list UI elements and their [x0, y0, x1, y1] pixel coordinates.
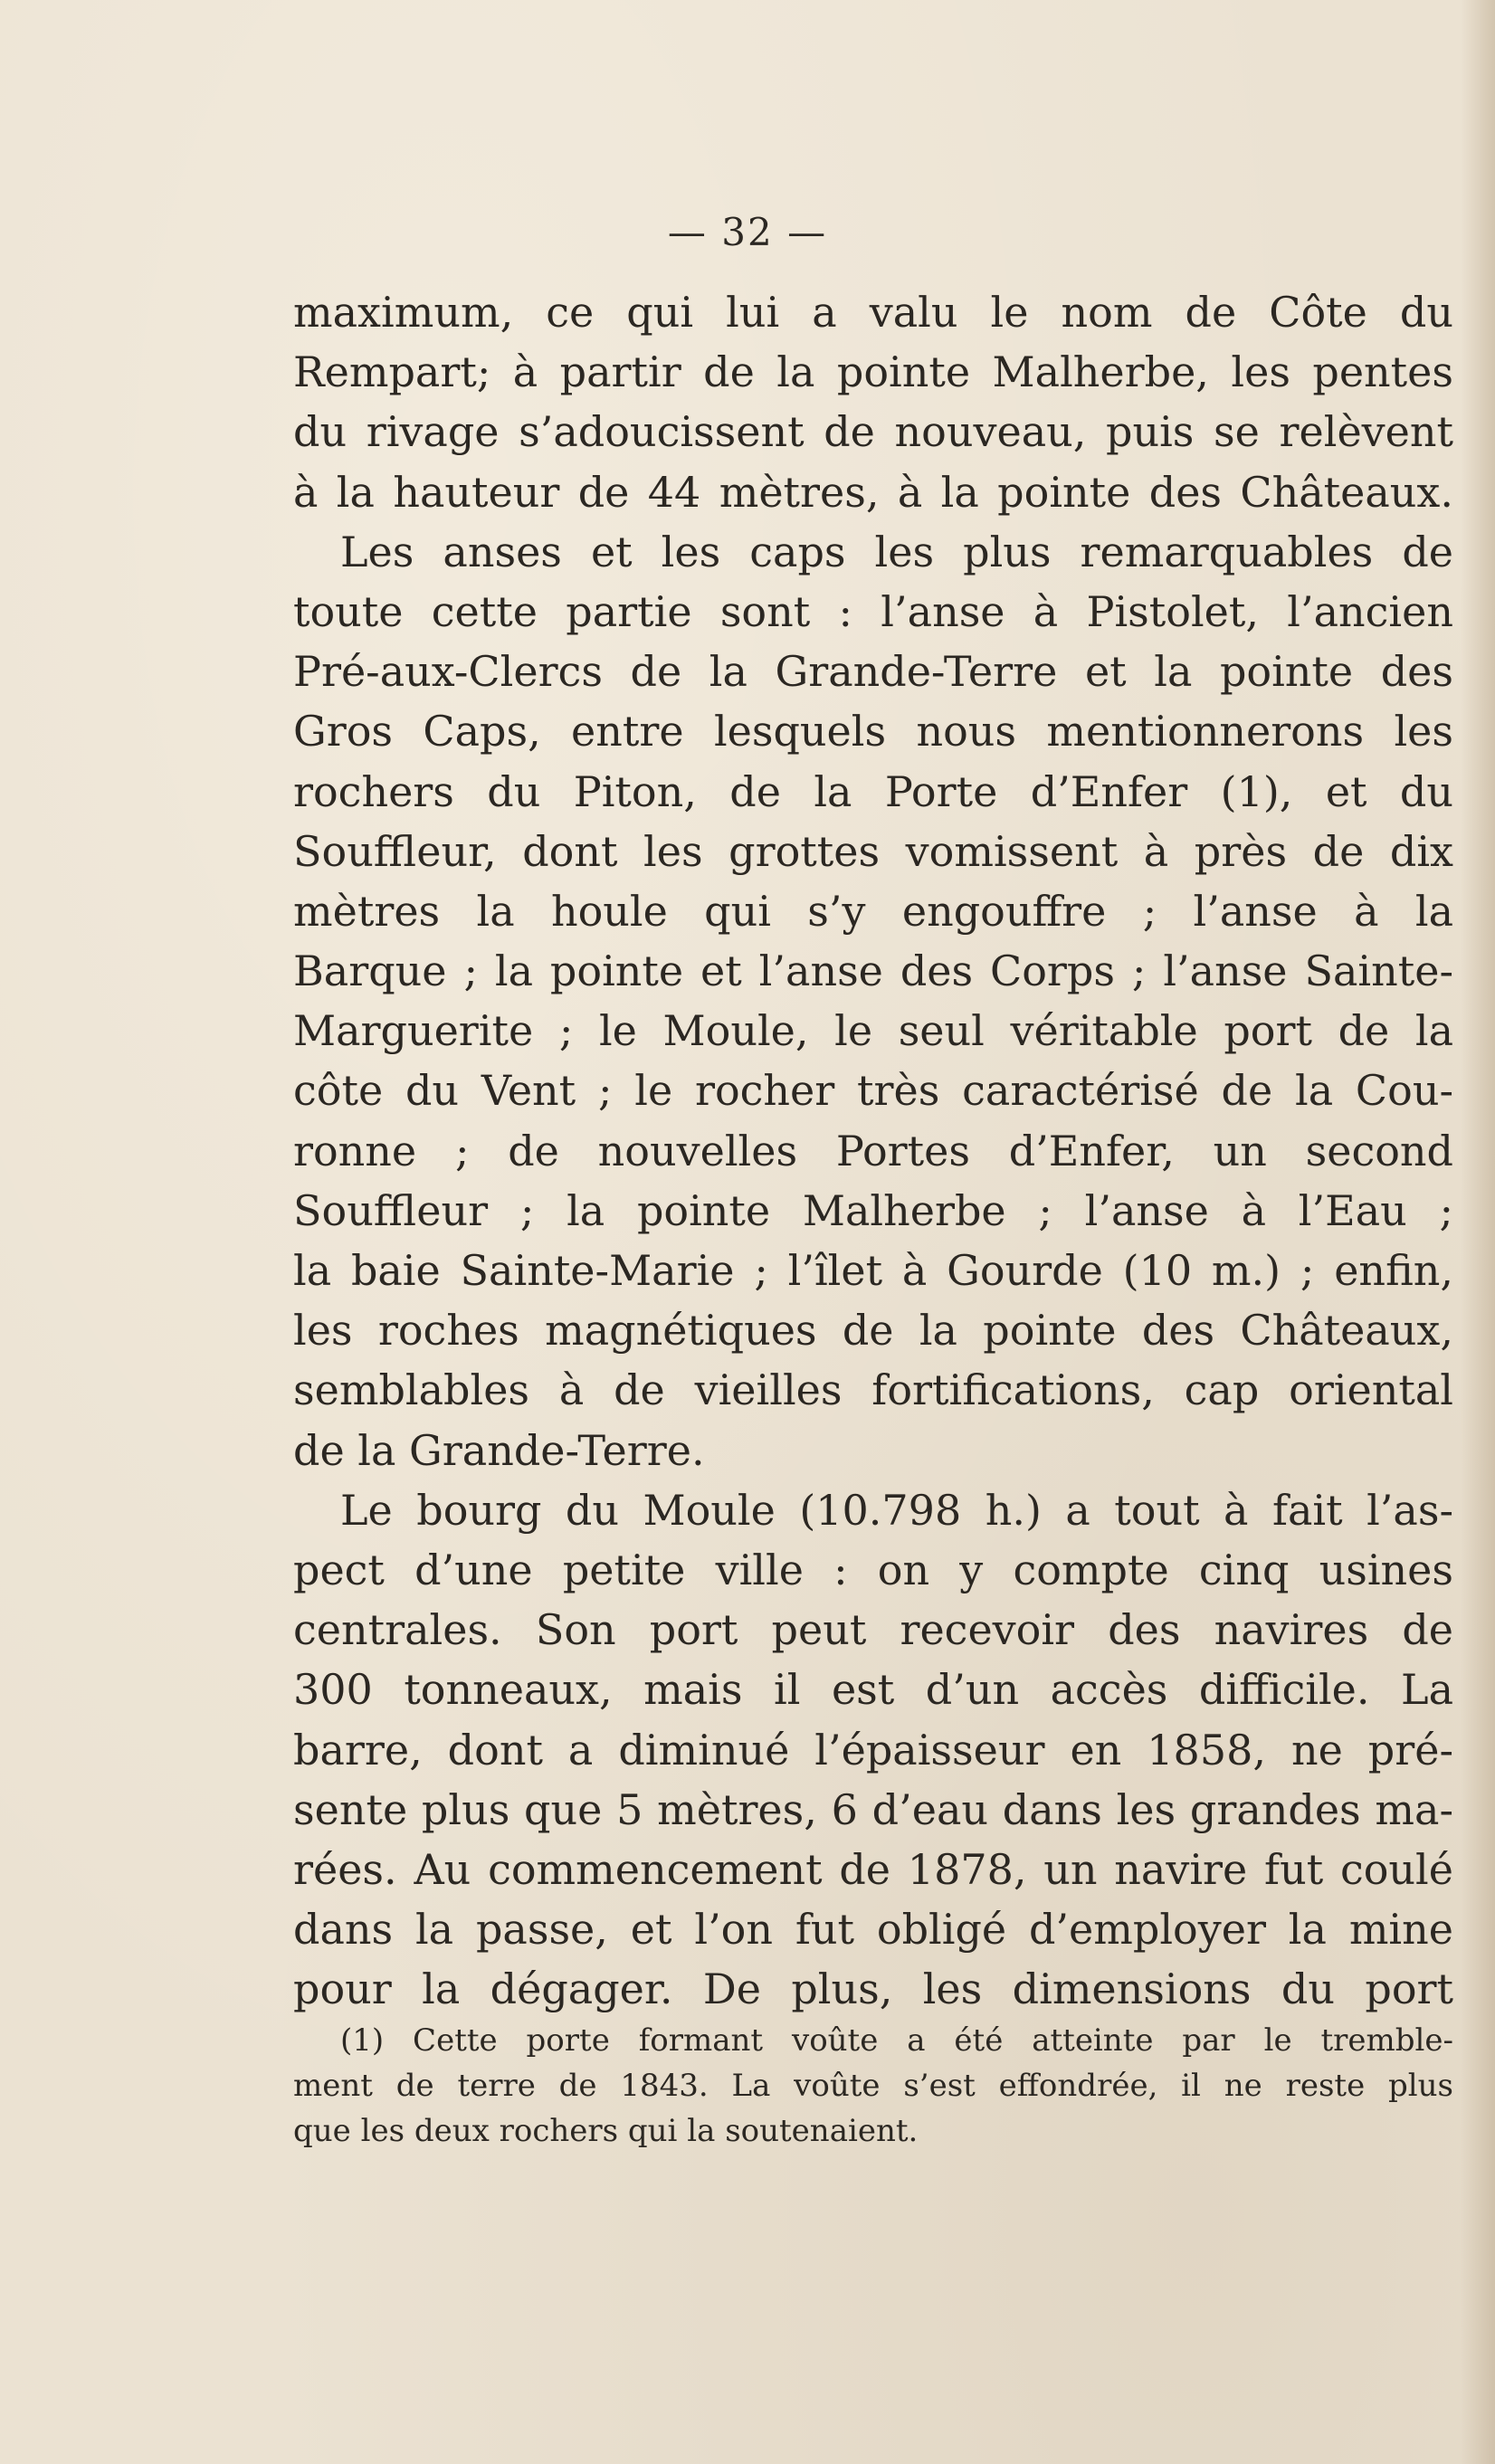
- text-line: 300 tonneaux, mais il est d’un accès difficile. La: [293, 1665, 1453, 1715]
- footnote-line: ment de terre de 1843. La voûte s’est effondrée, il ne reste plus: [293, 2068, 1453, 2104]
- text-line: barre, dont a diminué l’épaisseur en 1858, ne pré-: [293, 1725, 1453, 1774]
- text-line: dans la passe, et l’on fut obligé d’employer la mine: [293, 1905, 1453, 1955]
- text-line: pect d’une petite ville : on y compte cinq usines: [293, 1545, 1453, 1594]
- paragraph-start-line: Le bourg du Moule (10.798 h.) a tout à fait l’as-: [340, 1485, 1453, 1535]
- text-line: pour la dégager. De plus, les dimensions du port: [293, 1965, 1453, 2014]
- body-text: [293, 282, 1453, 2019]
- text-line: centrales. Son port peut recevoir des navires de: [293, 1605, 1453, 1655]
- text-line: la baie Sainte-Marie ; l’îlet à Gourde (10 m.) ; enfin,: [293, 1246, 1453, 1295]
- text-line: Marguerite ; le Moule, le seul véritable port de la: [293, 1006, 1453, 1056]
- text-line: à la hauteur de 44 mètres, à la pointe des Châteaux.: [293, 467, 1453, 517]
- footnote-line: (1) Cette porte formant voûte a été atteinte par le tremble-: [340, 2022, 1453, 2059]
- text-line: rochers du Piton, de la Porte d’Enfer (1), et du: [293, 766, 1453, 816]
- text-line: du rivage s’adoucissent de nouveau, puis se relèvent: [293, 407, 1453, 457]
- text-line: Rempart; à partir de la pointe Malherbe, les pentes: [293, 347, 1453, 397]
- text-line: sente plus que 5 mètres, 6 d’eau dans les grandes ma-: [293, 1784, 1453, 1834]
- paragraph-start-line: Les anses et les caps les plus remarquables de: [340, 527, 1453, 576]
- text-line: rées. Au commencement de 1878, un navire fut coulé: [293, 1844, 1453, 1894]
- text-line: Pré-aux-Clercs de la Grande-Terre et la pointe des: [293, 647, 1453, 697]
- text-line: les roches magnétiques de la pointe des Châteaux,: [293, 1306, 1453, 1356]
- text-line: côte du Vent ; le rocher très caractérisé de la Cou-: [293, 1066, 1453, 1116]
- text-line: Souffleur, dont les grottes vomissent à près de dix: [293, 826, 1453, 876]
- text-line: Souffleur ; la pointe Malherbe ; l’anse à l’Eau ;: [293, 1185, 1453, 1235]
- footnote-line: que les deux rochers qui la soutenaient.: [293, 2113, 919, 2149]
- text-line: semblables à de vieilles fortifications, cap oriental: [293, 1365, 1453, 1415]
- text-line: Barque ; la pointe et l’anse des Corps ; l’anse Sainte-: [293, 947, 1453, 996]
- text-line: maximum, ce qui lui a valu le nom de Côte du: [293, 288, 1453, 337]
- text-line: Gros Caps, entre lesquels nous mentionnerons les: [293, 707, 1453, 756]
- text-line: toute cette partie sont : l’anse à Pistolet, l’ancien: [293, 586, 1453, 636]
- page-number: — 32 —: [667, 210, 828, 254]
- text-line: mètres la houle qui s’y engouffre ; l’anse à la: [293, 886, 1453, 936]
- paragraph-end-line: de la Grande-Terre.: [293, 1425, 705, 1475]
- footnote: [293, 2018, 1453, 2154]
- page-edge-shadow: [1461, 0, 1495, 2464]
- text-line: ronne ; de nouvelles Portes d’Enfer, un second: [293, 1126, 1453, 1175]
